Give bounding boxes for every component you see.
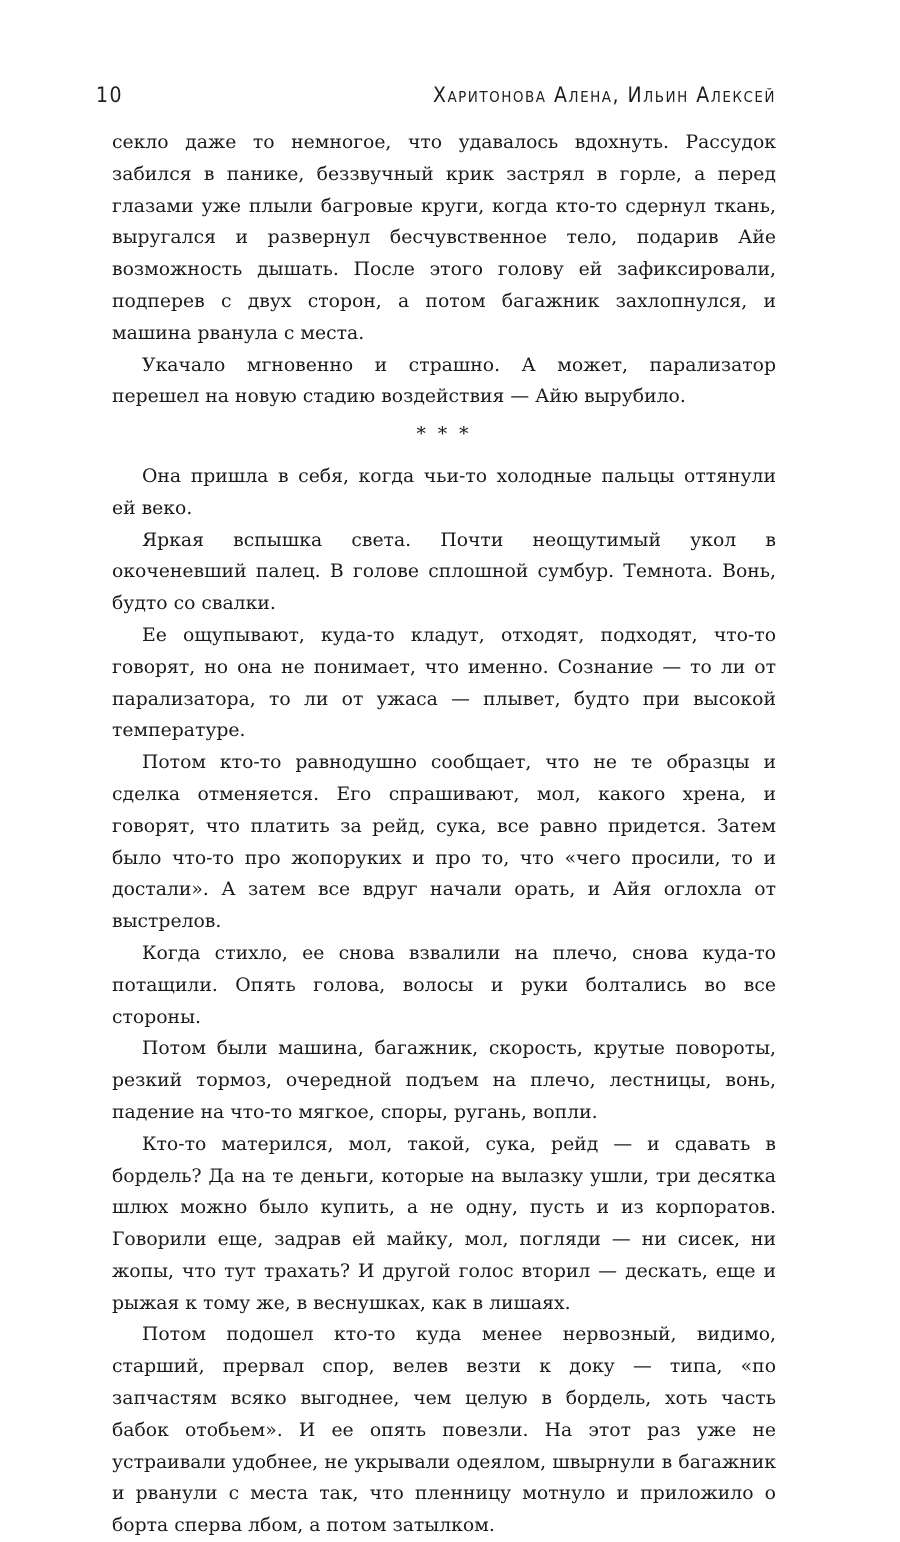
body-text: [112, 127, 776, 1542]
running-head-authors: Харитонова Алена, Ильин Алексей: [433, 83, 776, 107]
paragraph: Ее ощупывают, куда-то кладут, отходят, подходят, что-то говорят, но она не понимает, что именно. Сознание — то ли от парализатора, то ли от ужаса — плывет, будто при высокой температуре.: [112, 624, 776, 742]
paragraph: Потом были машина, багажник, скорость, крутые повороты, резкий тормоз, очередной подъем на плечо, лестницы, вонь, падение на что-то мягкое, споры, ругань, вопли.: [112, 1038, 776, 1123]
paragraph: Яркая вспышка света. Почти неощутимый укол в окоченевший палец. В голове сплошной сумбур. Темнота. Вонь, будто со свалки.: [112, 529, 776, 615]
paragraph: Укачало мгновенно и страшно. А может, парализатор перешел на новую стадию воздействия — Айю вырубило.: [112, 354, 776, 408]
paragraph: Кто-то матерился, мол, такой, сука, рейд — и сдавать в бордель? Да на те деньги, которые на вылазку ушли, три десятка шлюх можно было купить, а не одну, пусть и из корпоратов. Говорили еще, задрав ей майку, мол, погляди — ни сисек, ни жопы, что тут трахать? И другой голос вторил — дескать, еще и рыжая к тому же, в веснушках, как в лишаях.: [112, 1133, 776, 1314]
paragraph-continued: секло даже то немногое, что удавалось вдохнуть. Рассудок забился в панике, беззвучный крик застрял в горле, а перед глазами уже плыли багровые круги, когда кто-то сдернул ткань, выругался и развернул бесчувственное тело, подарив Айе возможность дышать. После этого голову ей зафиксировали, подперев с двух сторон, а потом багажник захлопнулся, и машина рванула с места.: [112, 132, 776, 344]
paragraph: Потом кто-то равнодушно сообщает, что не те образцы и сделка отменяется. Его спрашивают, мол, какого хрена, и говорят, что платить за рейд, сука, все равно придется. Затем было что-то про жопоруких и про то, что «чего просили, то и достали». А затем все вдруг начали орать, и Айя оглохла от выстрелов.: [112, 752, 776, 933]
page-number: 10: [96, 83, 124, 107]
running-head: [96, 80, 776, 110]
paragraph: Потом подошел кто-то куда менее нервозный, видимо, старший, прервал спор, велев везти к доку — типа, «по запчастям всяко выгоднее, чем целую в бордель, хоть часть бабок отобьем». И ее опять повезли. На этот раз уже не устраивали удобнее, не укрывали одеялом, швырнули в багажник и рванули с места так, что пленницу мотнуло и приложило о борта сперва лбом, а потом затылком.: [112, 1324, 776, 1537]
paragraph: Она пришла в себя, когда чьи-то холодные пальцы оттянули ей веко.: [112, 465, 776, 519]
section-break: * * *: [416, 424, 472, 446]
paragraph: Когда стихло, ее снова взвалили на плечо, снова куда-то потащили. Опять голова, волосы и руки болтались во все стороны.: [112, 942, 776, 1028]
